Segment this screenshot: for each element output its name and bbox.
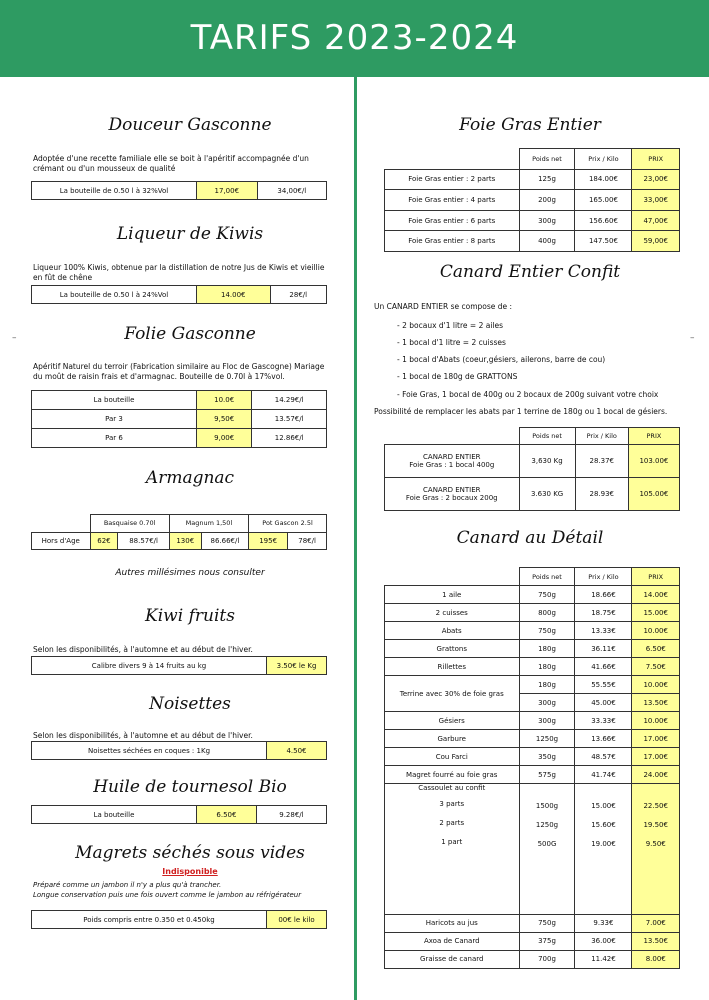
column-header: PRIX <box>632 149 680 170</box>
table-cell: Gésiers <box>385 712 520 730</box>
table-row <box>32 429 327 448</box>
table-cell: 12.86€/l <box>252 429 327 448</box>
column-header: Poids net <box>519 428 575 445</box>
price-cell: 10.0€ <box>197 391 252 410</box>
kiwis-liqueur-title: Liqueur de Kiwis <box>116 224 264 244</box>
table-row <box>385 932 680 950</box>
table-row <box>385 231 680 252</box>
cell-line: Foie Gras : 2 bocaux 200g <box>405 494 498 503</box>
table-cell: Abats <box>385 622 520 640</box>
table-cell: Haricots au jus <box>385 914 520 932</box>
price-cell: 62€ <box>90 532 118 550</box>
table-cell: 11.42€ <box>575 950 632 968</box>
table-cell: 86.66€/l <box>201 532 248 550</box>
table-cell: 3.630 KG <box>519 478 575 511</box>
table-cell: Magret fourré au foie gras <box>385 766 520 784</box>
table-row <box>385 950 680 968</box>
table-cell: Graisse de canard <box>385 950 520 968</box>
cell-line: 15.00€ <box>591 802 616 811</box>
table-cell: 14.29€/l <box>252 391 327 410</box>
price-cell: 7.50€ <box>632 658 680 676</box>
douceur-table <box>31 181 327 200</box>
price-cell: 6.50€ <box>632 640 680 658</box>
price-cell: 13.50€ <box>632 932 680 950</box>
canard-confit-item: - 1 bocal d'1 litre = 2 cuisses <box>397 338 506 347</box>
table-cell: 18.75€ <box>575 604 632 622</box>
noisettes-table <box>31 741 327 760</box>
cell-line: CANARD ENTIER <box>423 453 481 462</box>
table-cell: 9.28€/l <box>256 806 326 824</box>
table-cell: 88.57€/l <box>118 532 169 550</box>
column-header: PRIX <box>632 568 680 586</box>
price-cell: 24.00€ <box>632 766 680 784</box>
right-margin-mark: – <box>690 333 695 343</box>
table-cell: 750g <box>519 622 575 640</box>
canard-confit-note: Possibilité de remplacer les abats par 1 terrine de 180g ou 1 bocal de gésiers. <box>374 407 668 416</box>
table-cell: 1250g <box>519 730 575 748</box>
price-cell: 3.50€ le Kg <box>267 657 327 675</box>
table-cell: 375g <box>519 932 575 950</box>
table-header-row <box>385 149 680 170</box>
table-row <box>385 640 680 658</box>
noisettes-title: Noisettes <box>149 694 231 714</box>
table-cell: 55.55€ <box>575 676 632 694</box>
price-cell: 103.00€ <box>628 445 679 478</box>
column-header: Pot Gascon 2.5l <box>249 515 327 533</box>
cell-line: Foie Gras : 1 bocal 400g <box>409 461 495 470</box>
column-header: Prix / Kilo <box>575 428 628 445</box>
huile-table <box>31 805 327 824</box>
cell-line: 1250g <box>535 821 559 830</box>
table-row <box>385 658 680 676</box>
table-cell: 300g <box>519 694 575 712</box>
table-cell <box>575 784 632 914</box>
cell-line: 9.50€ <box>645 840 666 849</box>
table-cell: Foie Gras entier : 8 parts <box>385 231 520 252</box>
table-cell: 3,630 Kg <box>519 445 575 478</box>
table-cell: 800g <box>519 604 575 622</box>
table-row <box>32 532 327 550</box>
table-cell: 41.66€ <box>575 658 632 676</box>
price-cell: 47,00€ <box>632 210 680 231</box>
table-cell: 13.33€ <box>575 622 632 640</box>
cell-line: 1500g <box>535 802 559 811</box>
table-cell: 13.66€ <box>575 730 632 748</box>
table-row <box>385 169 680 190</box>
table-cell: 48.57€ <box>575 748 632 766</box>
table-cell: 147.50€ <box>575 231 632 252</box>
table-header-row <box>385 428 680 445</box>
table-header-row <box>385 568 680 586</box>
kiwi-fruits-title: Kiwi fruits <box>145 606 235 626</box>
table-cell: 28.93€ <box>575 478 628 511</box>
cell-line: 22.50€ <box>643 802 668 811</box>
canard-confit-item: - 1 bocal de 180g de GRATTONS <box>397 372 518 381</box>
price-cell: 14.00€ <box>197 286 271 304</box>
table-cell: Grattons <box>385 640 520 658</box>
table-row <box>385 445 680 478</box>
table-row <box>385 748 680 766</box>
price-cell: 17,00€ <box>197 182 258 200</box>
table-row <box>32 657 327 675</box>
table-cell: 300g <box>519 210 575 231</box>
cell-line: CANARD ENTIER <box>423 486 481 495</box>
left-margin-mark: – <box>12 333 17 343</box>
magrets-status: Indisponible <box>162 867 218 876</box>
douceur-title: Douceur Gasconne <box>108 115 272 135</box>
table-cell <box>519 784 575 914</box>
cell-line: 3 parts <box>439 800 465 809</box>
price-cell: 10.00€ <box>632 676 680 694</box>
table-cell: 156.60€ <box>575 210 632 231</box>
column-header: Poids net <box>519 149 575 170</box>
magrets-title: Magrets séchés sous vides <box>75 843 305 863</box>
canard-confit-intro: Un CANARD ENTIER se compose de : <box>374 302 513 311</box>
table-cell: 28.37€ <box>575 445 628 478</box>
table-row <box>385 676 680 694</box>
price-cell <box>632 784 680 914</box>
kiwis-liqueur-table <box>31 285 327 304</box>
table-cell: Garbure <box>385 730 520 748</box>
canard-confit-item: - 2 bocaux d'1 litre = 2 ailes <box>397 321 504 330</box>
table-cell: 41.74€ <box>575 766 632 784</box>
table-cell: Par 6 <box>32 429 197 448</box>
table-row <box>385 766 680 784</box>
table-row <box>32 182 327 200</box>
table-cell: 300g <box>519 712 575 730</box>
price-cell: 7.00€ <box>632 914 680 932</box>
table-cell: Hors d'Age <box>32 532 91 550</box>
price-cell: 17.00€ <box>632 730 680 748</box>
armagnac-note: Autres millésimes nous consulter <box>115 568 265 578</box>
table-row <box>32 286 327 304</box>
price-cell: 130€ <box>169 532 201 550</box>
table-cell: 36.11€ <box>575 640 632 658</box>
table-cell: La bouteille <box>32 806 197 824</box>
canard-confit-item: - 1 bocal d'Abats (coeur,gésiers, ailerons, barre de cou) <box>397 355 606 364</box>
cell-line: 19.50€ <box>643 821 668 830</box>
armagnac-table <box>31 514 327 550</box>
price-cell: 105.00€ <box>628 478 679 511</box>
page-title: TARIFS 2023-2024 <box>190 18 519 58</box>
table-row <box>385 712 680 730</box>
price-cell: 10.00€ <box>632 622 680 640</box>
table-cell: 2 cuisses <box>385 604 520 622</box>
kiwis-liqueur-description: Liqueur 100% Kiwis, obtenue par la distillation de notre Jus de Kiwis et vieillie en fût de chêne <box>33 263 325 282</box>
table-cell: Foie Gras entier : 2 parts <box>385 169 520 190</box>
noisettes-description: Selon les disponibilités, à l'automne et au début de l'hiver. <box>33 731 253 740</box>
douceur-description: Adoptée d'une recette familiale elle se boit à l'apéritif accompagnée d'un crémant ou d'un mousseux de qualité <box>33 154 309 173</box>
table-cell: La bouteille de 0.50 l à 24%Vol <box>32 286 197 304</box>
table-cell: Calibre divers 9 à 14 fruits au kg <box>32 657 267 675</box>
table-row <box>32 806 327 824</box>
table-cell: 45.00€ <box>575 694 632 712</box>
cell-line: 500G <box>537 840 557 849</box>
table-row <box>32 742 327 760</box>
canard-detail-title: Canard au Détail <box>456 528 604 548</box>
table-cell: 700g <box>519 950 575 968</box>
table-cell: 180g <box>519 640 575 658</box>
magrets-table <box>31 910 327 929</box>
table-cell: 33.33€ <box>575 712 632 730</box>
table-cell: Foie Gras entier : 4 parts <box>385 190 520 211</box>
table-row <box>385 586 680 604</box>
cell-line: 1 part <box>441 838 463 847</box>
table-cell: 18.66€ <box>575 586 632 604</box>
armagnac-title: Armagnac <box>145 468 235 488</box>
table-cell: 180g <box>519 658 575 676</box>
cell-line: 15.60€ <box>591 821 616 830</box>
table-cell: Axoa de Canard <box>385 932 520 950</box>
table-cell: 400g <box>519 231 575 252</box>
table-cell: Poids compris entre 0.350 et 0.450kg <box>32 911 267 929</box>
table-cell: 575g <box>519 766 575 784</box>
table-cell: La bouteille <box>32 391 197 410</box>
foie-gras-title: Foie Gras Entier <box>459 115 601 135</box>
column-header: PRIX <box>628 428 679 445</box>
table-cell: 184.00€ <box>575 169 632 190</box>
table-row <box>385 914 680 932</box>
cell-line: 19.00€ <box>591 840 616 849</box>
table-cell: 13.57€/l <box>252 410 327 429</box>
column-header: Prix / Kilo <box>575 149 632 170</box>
table-row <box>385 210 680 231</box>
table-cell <box>385 478 520 511</box>
canard-detail-table <box>384 567 680 969</box>
magrets-description-1: Préparé comme un jambon il n'y a plus qu'à trancher. <box>33 881 222 889</box>
kiwi-fruits-table <box>31 656 327 675</box>
folie-table <box>31 390 327 448</box>
table-cell: Cou Farci <box>385 748 520 766</box>
column-header: Prix / Kilo <box>575 568 632 586</box>
table-row <box>385 190 680 211</box>
table-cell: 165.00€ <box>575 190 632 211</box>
table-cell <box>385 784 520 914</box>
table-cell: 750g <box>519 586 575 604</box>
table-cell: 34,00€/l <box>257 182 326 200</box>
page-header <box>0 0 709 77</box>
table-row <box>32 911 327 929</box>
table-cell: 750g <box>519 914 575 932</box>
table-row <box>385 478 680 511</box>
cassoulet-label: Cassoulet au confit <box>418 784 486 793</box>
price-cell: 17.00€ <box>632 748 680 766</box>
folie-description: Apéritif Naturel du terroir (Fabrication similaire au Floc de Gascogne) Mariage du moût de raisin frais et d'armagnac. Bouteille de 0.70l à 17%vol. <box>33 362 325 381</box>
table-cell <box>385 445 520 478</box>
magrets-description-2: Longue conservation puis une fois ouvert comme le jambon au réfrigérateur <box>33 891 302 899</box>
table-row <box>32 391 327 410</box>
folie-title: Folie Gasconne <box>124 324 256 344</box>
table-cell: 180g <box>519 676 575 694</box>
table-cell: Noisettes séchées en coques : 1Kg <box>32 742 267 760</box>
canard-confit-item: - Foie Gras, 1 bocal de 400g ou 2 bocaux de 200g suivant votre choix <box>397 390 659 399</box>
price-cell: 4.50€ <box>267 742 327 760</box>
column-header: Basquaise 0.70l <box>90 515 169 533</box>
table-cell: La bouteille de 0.50 l à 32%Vol <box>32 182 197 200</box>
table-cell: 200g <box>519 190 575 211</box>
table-row <box>385 730 680 748</box>
price-cell: 6.50€ <box>197 806 257 824</box>
table-cell: Foie Gras entier : 6 parts <box>385 210 520 231</box>
table-cell: 1 aile <box>385 586 520 604</box>
table-cell: 78€/l <box>288 532 327 550</box>
canard-confit-title: Canard Entier Confit <box>439 262 621 282</box>
table-cell: Par 3 <box>32 410 197 429</box>
price-cell: 23,00€ <box>632 169 680 190</box>
price-cell: 15.00€ <box>632 604 680 622</box>
column-header: Poids net <box>519 568 575 586</box>
column-divider <box>354 77 357 1000</box>
table-header-row <box>32 515 327 533</box>
table-cell: Terrine avec 30% de foie gras <box>385 676 520 712</box>
table-row <box>385 622 680 640</box>
cell-line: 2 parts <box>439 819 465 828</box>
price-cell: 10.00€ <box>632 712 680 730</box>
column-header: Magnum 1,50l <box>169 515 248 533</box>
table-cell: 36.00€ <box>575 932 632 950</box>
foie-gras-table <box>384 148 680 252</box>
table-row <box>32 410 327 429</box>
price-cell: 8.00€ <box>632 950 680 968</box>
price-cell: 14.00€ <box>632 586 680 604</box>
price-cell: 9,00€ <box>197 429 252 448</box>
price-cell: 13.50€ <box>632 694 680 712</box>
canard-confit-table <box>384 427 680 511</box>
price-cell: 195€ <box>249 532 288 550</box>
table-cell: 28€/l <box>270 286 327 304</box>
price-cell: 59,00€ <box>632 231 680 252</box>
table-row <box>385 784 680 914</box>
price-cell: 00€ le kilo <box>267 911 327 929</box>
table-row <box>385 604 680 622</box>
table-cell: 125g <box>519 169 575 190</box>
table-cell: Rillettes <box>385 658 520 676</box>
table-cell: 350g <box>519 748 575 766</box>
price-cell: 9,50€ <box>197 410 252 429</box>
huile-title: Huile de tournesol Bio <box>93 777 287 797</box>
kiwi-fruits-description: Selon les disponibilités, à l'automne et au début de l'hiver. <box>33 645 253 654</box>
table-cell: 9.33€ <box>575 914 632 932</box>
price-cell: 33,00€ <box>632 190 680 211</box>
